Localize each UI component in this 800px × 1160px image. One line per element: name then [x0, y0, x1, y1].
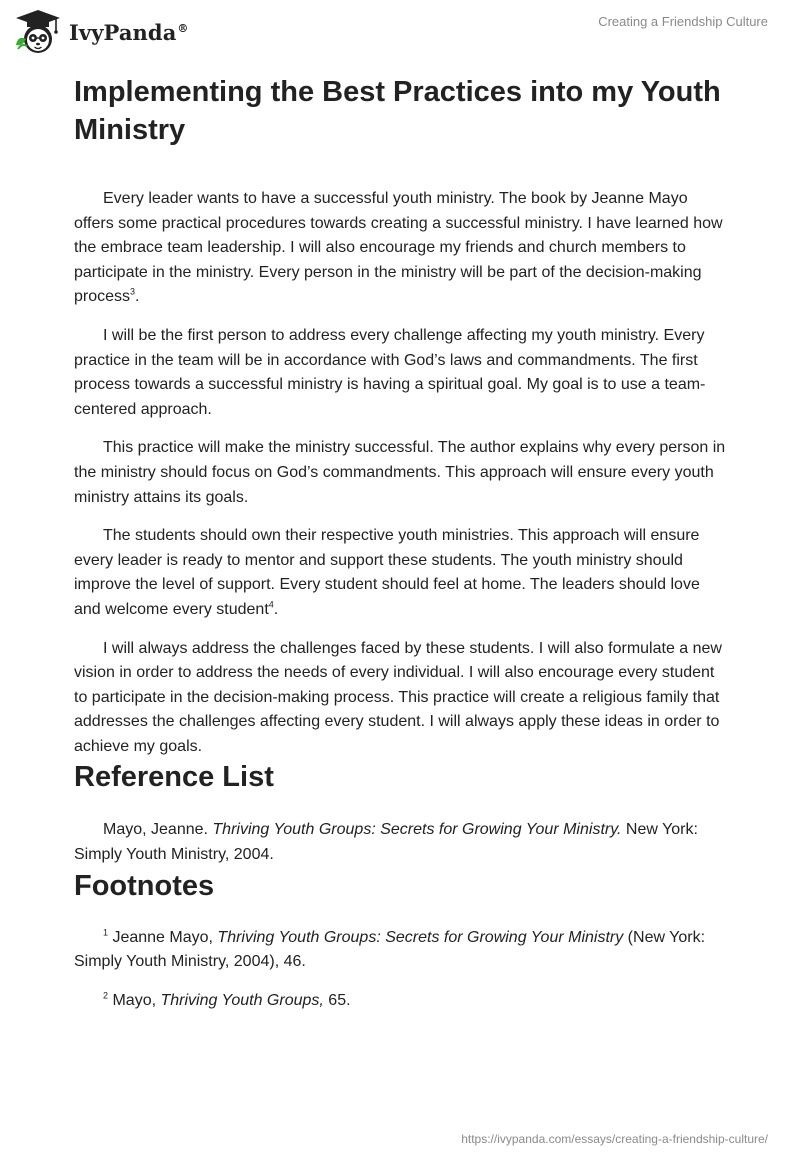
- paragraph: I will always address the challenges faced by these students. I will also formulate a new vision in order to address the needs of every individual. I will also encourage every student to participate in the decision-making process. This practice will create a religious family that addresses the challenges affecting every student. I will always apply these ideas in order to achieve my goals.: [74, 639, 722, 755]
- paragraph: This practice will make the ministry successful. The author explains why every person in the ministry should focus on God’s commandments. This approach will ensure every youth ministry attains its goals.: [74, 439, 726, 506]
- page-header: [0, 0, 800, 60]
- footnotes-heading: Footnotes: [74, 869, 215, 902]
- footnote-entry: $^1$ Jeanne Mayo, Thriving Youth Groups: Secrets for Growing Your Ministry (New York: Simply Youth Ministry, 2004), 46.: [74, 927, 706, 971]
- footnote-entry: $^2$ Mayo, Thriving Youth Groups, 65.: [103, 990, 351, 1009]
- essay-content: [74, 73, 726, 1013]
- paragraph: Every leader wants to have a successful youth ministry. The book by Jeanne Mayo offers some practical procedures towards creating a successful ministry. I have learned how the embrace team leadership. I will also encourage my friends and church members to participate in the ministry. Every person in the ministry will be part of the decision-making process$^3$.: [74, 190, 723, 306]
- paragraph: The students should own their respective youth ministries. This approach will ensure every leader is ready to mentor and support these students. The youth ministry should improve the level of support. Every student should feel at home. The leaders should love and welcome every student$^4$.: [74, 527, 700, 618]
- footnote-ref[interactable]: 4: [268, 599, 274, 610]
- panda-graduate-icon: [14, 9, 62, 55]
- brand-name: IvyPanda®: [69, 19, 189, 45]
- section-heading-best-practices: Implementing the Best Practices into my Youth Ministry: [74, 76, 721, 146]
- paragraph: I will be the first person to address every challenge affecting my youth ministry. Every practice in the team will be in accordance with God’s laws and commandments. The first process towards a successful ministry is having a spiritual goal. My goal is to use a team-centered approach.: [74, 326, 706, 418]
- footnote-ref[interactable]: 3: [130, 287, 136, 298]
- reference-entry: Mayo, Jeanne. Thriving Youth Groups: Secrets for Growing Your Ministry. New York: Simply Youth Ministry, 2004.: [74, 821, 698, 864]
- reference-list-heading: Reference List: [74, 761, 274, 794]
- reference-list: [74, 818, 726, 867]
- footnotes-list: [74, 926, 726, 1014]
- ivypanda-logo[interactable]: [14, 8, 189, 56]
- document-title: Creating a Friendship Culture: [598, 14, 768, 29]
- body-paragraphs: [74, 187, 726, 759]
- source-url[interactable]: https://ivypanda.com/essays/creating-a-friendship-culture/: [461, 1132, 768, 1146]
